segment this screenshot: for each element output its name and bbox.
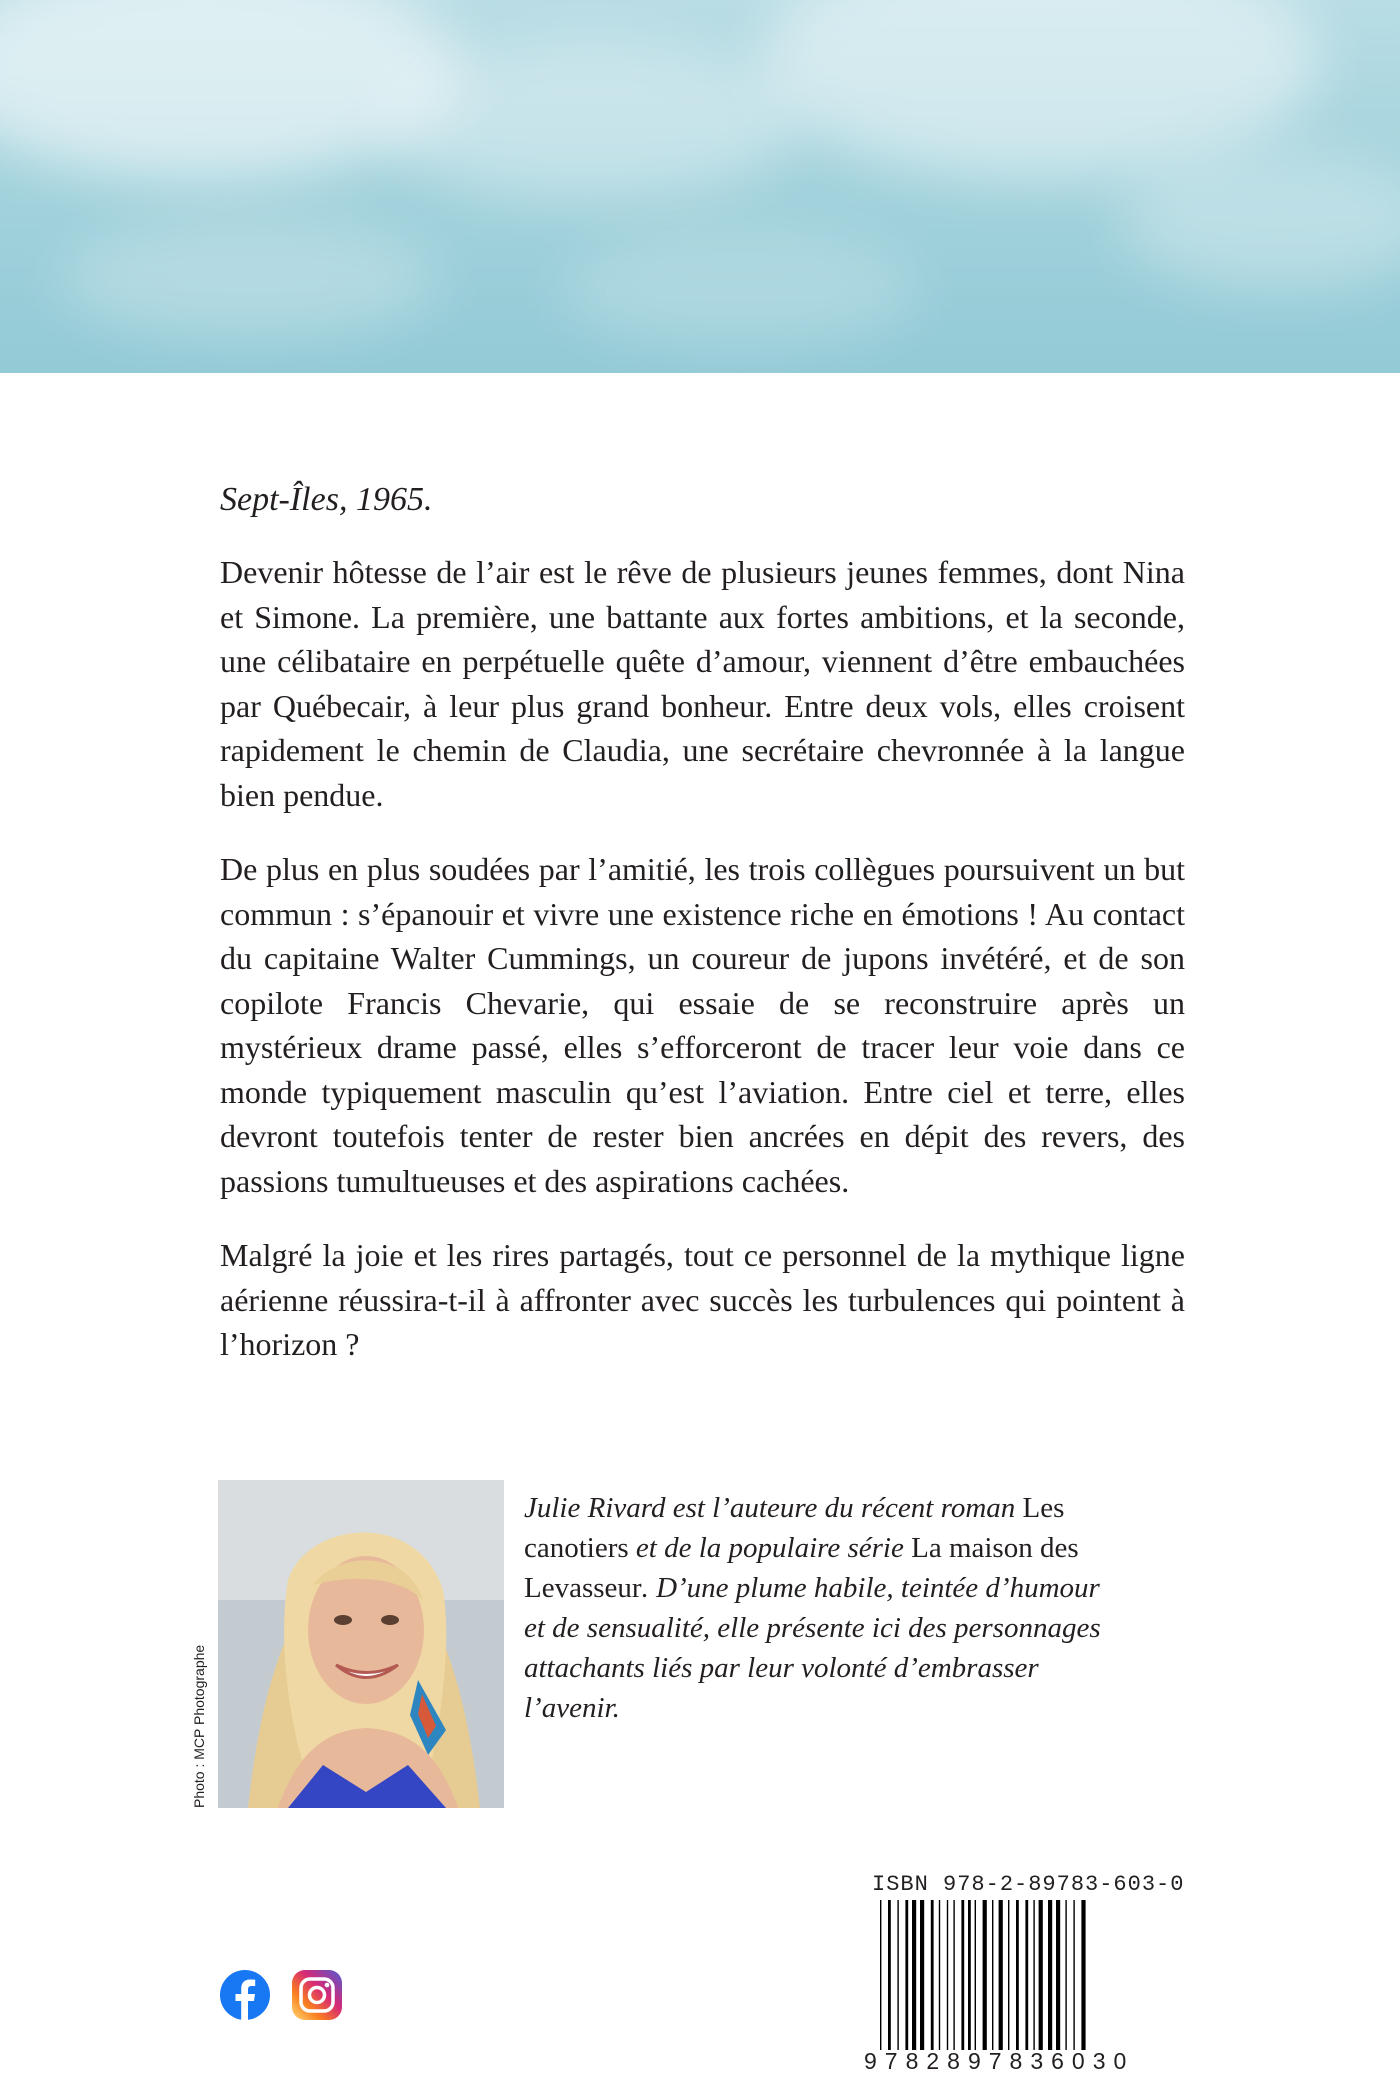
barcode-bar (897, 1900, 898, 2050)
place-date: Sept-Îles, 1965. (220, 481, 433, 518)
barcode-bar (912, 1900, 916, 2050)
barcode-bar (947, 1900, 948, 2050)
barcode-bar (1081, 1900, 1085, 2050)
barcode-bar (939, 1900, 940, 2050)
barcode-bar (931, 1900, 934, 2050)
isbn-digits: 9782897836030 (864, 2048, 1135, 2074)
barcode-bar (880, 1900, 881, 2050)
author-bio (524, 1488, 1124, 1728)
barcode-bar (983, 1900, 987, 2050)
barcode-bar (888, 1900, 891, 2050)
barcode-bar (1048, 1900, 1052, 2050)
barcode-bar (905, 1900, 908, 2050)
barcode-bar (975, 1900, 976, 2050)
barcode-bar (1065, 1900, 1066, 2050)
facebook-icon[interactable] (220, 1970, 270, 2020)
back-cover-text (220, 478, 1185, 1397)
barcode-bar (1033, 1900, 1034, 2050)
bio-part-1: Julie Rivard est l’auteure du récent roman (524, 1492, 1023, 1524)
instagram-icon[interactable] (292, 1970, 342, 2020)
barcode-bar (1073, 1900, 1074, 2050)
barcode-bar (968, 1900, 971, 2050)
isbn-barcode (878, 1900, 1190, 2050)
barcode-bar (1025, 1900, 1028, 2050)
isbn-label: ISBN 978-2-89783-603-0 (872, 1872, 1185, 1897)
barcode-bar (953, 1900, 954, 2050)
barcode-bar (992, 1900, 993, 2050)
synopsis-paragraph-3: Malgré la joie et les rires partagés, tout ce personnel de la mythique ligne aérienne réussira-t-il à affronter avec succès les turbulences qui pointent à l’horizon ? (220, 1237, 1185, 1362)
author-photo (218, 1480, 504, 1808)
synopsis-paragraph-1: Devenir hôtesse de l’air est le rêve de plusieurs jeunes femmes, dont Nina et Simone. La première, une battante aux fortes ambitions, et la seconde, une célibataire en perpétuelle quête d’amour, viennent d’être embauchées par Québecair, à leur plus grand bonheur. Entre deux vols, elles croisent rapidement le chemin de Claudia, une secrétaire chevronnée à la langue bien pendue. (220, 554, 1185, 813)
barcode-bar (999, 1900, 1003, 2050)
author-portrait-illustration (218, 1480, 504, 1808)
bio-title-2: La maison des Levasseur (524, 1532, 1079, 1604)
barcode-bar (1056, 1900, 1060, 2050)
barcode-bar (1039, 1900, 1043, 2050)
barcode-bar (920, 1900, 924, 2050)
barcode-bar (1008, 1900, 1009, 2050)
sky-banner (0, 0, 1400, 373)
bio-title-1: Les canotiers (524, 1492, 1065, 1564)
bio-part-3: . D’une plume habile, teintée d’humour et de sensualité, elle présente ici des personnages attachants liés par leur volonté d’embrasser l’avenir. (524, 1572, 1101, 1724)
bio-part-2: et de la populaire série (628, 1532, 912, 1564)
synopsis-paragraph-2: De plus en plus soudées par l’amitié, les trois collègues poursuivent un but commun : s’épanouir et vivre une existence riche en émotions ! Au contact du capitaine Walter Cummings, un coureur de jupons invétéré, et de son copilote Francis Chevarie, qui essaie de se reconstruire après un mystérieux drame passé, elles s’efforceront de tracer leur voie dans ce monde typiquement masculin qu’est l’aviation. Entre ciel et terre, elles devront toutefois tenter de rester bien ancrées en dépit des revers, des passions tumultueuses et des aspirations cachées. (220, 851, 1185, 1199)
barcode-bar (961, 1900, 964, 2050)
photo-credit: Photo : MCP Photographe (191, 1644, 207, 1808)
barcode-bar (1016, 1900, 1019, 2050)
